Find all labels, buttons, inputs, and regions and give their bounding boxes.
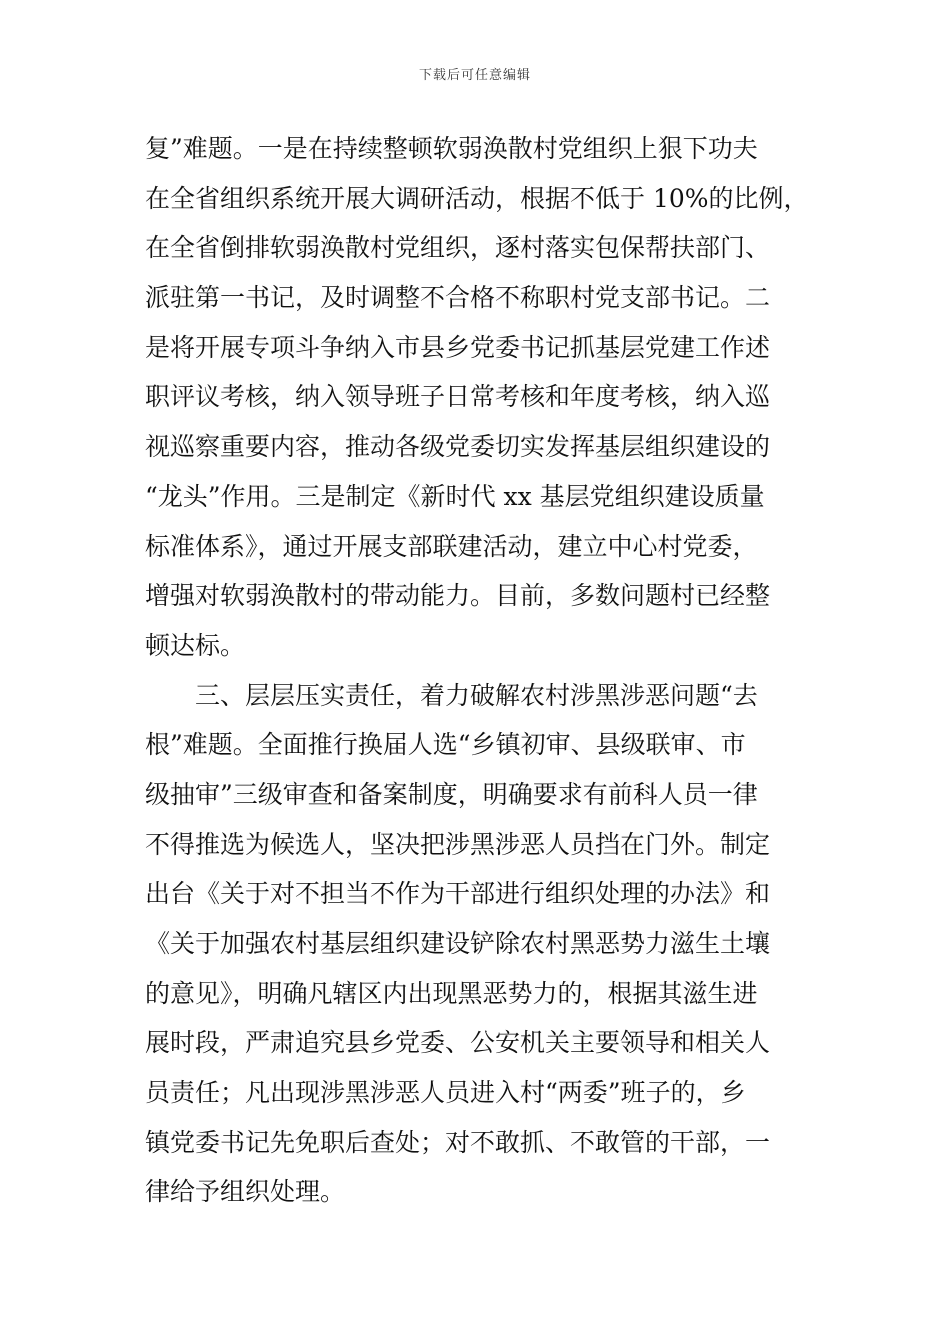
text-line: 视巡察重要内容，推动各级党委切实发挥基层组织建设的	[145, 432, 771, 462]
text-line: 律给予组织处理。	[145, 1177, 346, 1207]
text-line: 顿达标。	[145, 630, 246, 660]
text-line: “龙头”作用。三是制定《新时代 xx 基层党组织建设质量	[145, 481, 765, 511]
text-line: 在全省组织系统开展大调研活动，根据不低于 10%的比例，	[145, 183, 809, 213]
page-header: 下载后可任意编辑	[418, 68, 531, 83]
text-line: 镇党委书记先免职后查处；对不敢抓、不敢管的干部，一	[145, 1127, 771, 1157]
text-line: 根”难题。全面推行换届人选“乡镇初审、县级联审、市	[145, 730, 746, 760]
text-line: 不得推选为候选人，坚决把涉黑涉恶人员挡在门外。制定	[145, 829, 771, 859]
text-line: 标准体系》，通过开展支部联建活动，建立中心村党委，	[145, 531, 758, 561]
document-body	[145, 124, 810, 1217]
text-line: 员责任；凡出现涉黑涉恶人员进入村“两委”班子的，乡	[145, 1078, 746, 1108]
text-line: 三、层层压实责任，着力破解农村涉黑涉恶问题“去	[145, 680, 758, 710]
text-line: 的意见》，明确凡辖区内出现黑恶势力的，根据其滋生进	[145, 978, 758, 1008]
text-line: 在全省倒排软弱涣散村党组织，逐村落实包保帮扶部门、	[145, 233, 771, 263]
text-line: 是将开展专项斗争纳入市县乡党委书记抓基层党建工作述	[145, 332, 771, 362]
text-line: 职评议考核，纳入领导班子日常考核和年度考核，纳入巡	[145, 382, 771, 412]
text-line: 展时段，严肃追究县乡党委、公安机关主要领导和相关人	[145, 1028, 771, 1058]
text-line: 《关于加强农村基层组织建设铲除农村黑恶势力滋生土壤	[145, 929, 771, 958]
text-line: 派驻第一书记，及时调整不合格不称职村党支部书记。二	[145, 283, 771, 313]
text-line: 增强对软弱涣散村的带动能力。目前，多数问题村已经整	[145, 581, 771, 611]
text-line: 出台《关于对不担当不作为干部进行组织处理的办法》和	[145, 879, 771, 909]
text-line: 复”难题。一是在持续整顿软弱涣散村党组织上狠下功夫	[145, 134, 758, 163]
text-line: 级抽审”三级审查和备案制度，明确要求有前科人员一律	[145, 779, 758, 809]
